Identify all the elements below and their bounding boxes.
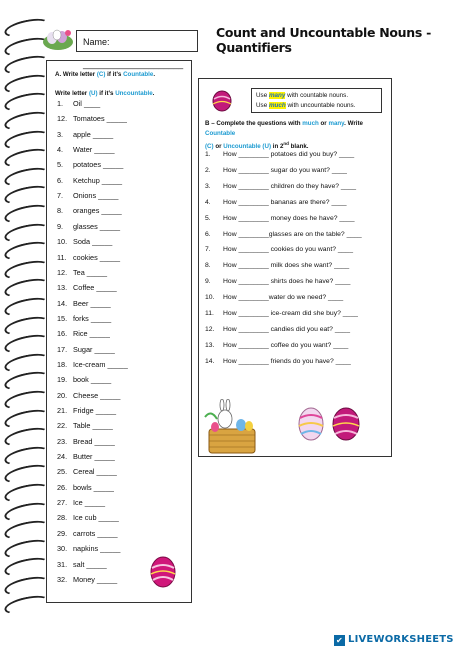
- question-number: 8.: [205, 262, 211, 270]
- question-number: 12.: [205, 325, 215, 333]
- instr-b-end: .: [152, 90, 155, 97]
- item-number: 23.: [57, 436, 68, 446]
- question-item: [205, 183, 356, 190]
- vocab-item: [57, 253, 120, 262]
- item-word-blank[interactable]: bowls _____: [73, 482, 114, 492]
- easter-egg-icon: [330, 404, 362, 444]
- vocab-item: [57, 130, 113, 139]
- item-word-blank[interactable]: Ice-cream _____: [73, 359, 128, 369]
- instr-a-countable: Countable: [123, 71, 154, 78]
- vocab-item: [57, 114, 127, 123]
- instr-b-mid: if it’s: [97, 90, 116, 97]
- question-text-blank[interactable]: How ________glasses are on the table? ____: [223, 230, 362, 238]
- quantifier-exercise-panel: [198, 78, 392, 457]
- vocab-item: [57, 375, 111, 384]
- instr-much: much: [302, 120, 319, 127]
- name-label: Name:: [83, 37, 110, 47]
- question-text-blank[interactable]: How ________ coffee do you want? ____: [223, 341, 349, 349]
- spiral-coil: [3, 555, 51, 580]
- question-text-blank[interactable]: How ________ shirts does he have? ____: [223, 278, 351, 286]
- question-item: [205, 167, 347, 174]
- item-number: 10.: [57, 237, 68, 247]
- item-number: 11.: [57, 252, 67, 262]
- question-number: 13.: [205, 341, 215, 349]
- tip2-much: much: [268, 102, 286, 109]
- vocab-item: [57, 467, 117, 476]
- vocab-item: [57, 513, 119, 522]
- question-item: [205, 215, 355, 222]
- spiral-coil: [3, 183, 51, 208]
- question-text-blank[interactable]: How ________water do we need? ____: [223, 294, 344, 302]
- name-blank: ____________________: [83, 59, 184, 69]
- item-word-blank[interactable]: Coffee _____: [73, 283, 117, 293]
- item-number: 5.: [57, 160, 64, 170]
- spiral-coil: [3, 592, 51, 617]
- easter-egg-icon: [296, 404, 326, 444]
- item-number: 8.: [57, 206, 64, 216]
- item-word-blank[interactable]: Ketchup _____: [73, 175, 123, 185]
- vocab-item: [57, 237, 112, 246]
- question-text-blank[interactable]: How ________ friends do you have? ____: [223, 357, 351, 365]
- tip2-pre: Use: [256, 102, 269, 109]
- item-word-blank[interactable]: Oil ____: [73, 99, 101, 108]
- question-item: [205, 278, 350, 285]
- question-item: [205, 342, 348, 349]
- item-word-blank[interactable]: cookies _____: [73, 252, 121, 262]
- item-word-blank[interactable]: Table _____: [73, 421, 113, 431]
- question-item: [205, 326, 350, 333]
- question-number: 5.: [205, 214, 211, 222]
- instr-a-prefix: A. Write letter: [55, 71, 97, 78]
- item-word-blank[interactable]: Sugar _____: [73, 344, 115, 354]
- item-word-blank[interactable]: Money _____: [73, 574, 118, 584]
- vocab-item: [57, 391, 120, 400]
- item-number: 17.: [57, 344, 68, 354]
- item-number: 22.: [57, 421, 68, 431]
- instr-6: blank.: [288, 143, 309, 151]
- item-number: 32.: [57, 574, 68, 584]
- item-number: 4.: [57, 145, 64, 155]
- instr-a-end: .: [153, 71, 156, 78]
- spiral-coil: [3, 239, 51, 264]
- question-number: 7.: [205, 246, 211, 254]
- item-word-blank[interactable]: carrots _____: [73, 528, 118, 538]
- item-word-blank[interactable]: apple _____: [73, 129, 114, 139]
- vocab-item: [57, 529, 118, 538]
- vocab-item: [57, 283, 117, 292]
- question-item: [205, 262, 349, 269]
- vocab-item: [57, 421, 113, 430]
- vocab-item: [57, 575, 117, 584]
- question-text-blank[interactable]: How ________ sugar do you want? ____: [223, 166, 347, 174]
- item-number: 18.: [57, 359, 68, 369]
- spiral-coil: [3, 480, 51, 505]
- vocab-item: [57, 206, 122, 215]
- instr-a-mid: if it’s: [105, 71, 124, 78]
- item-number: 6.: [57, 175, 64, 185]
- question-item: [205, 294, 343, 301]
- name-field[interactable]: [76, 30, 198, 69]
- instr-b-uncountable: Uncountable: [115, 90, 153, 97]
- item-word-blank[interactable]: Cheese _____: [73, 390, 121, 400]
- item-number: 3.: [57, 129, 64, 139]
- vocab-item: [57, 99, 100, 108]
- spiral-coil: [3, 518, 51, 543]
- item-number: 27.: [57, 498, 68, 508]
- instr-many: many: [328, 120, 345, 127]
- item-word-blank[interactable]: Ice cub _____: [73, 513, 119, 523]
- vocab-item: [57, 452, 115, 461]
- instr-b-prefix: Write letter: [55, 90, 89, 97]
- tip1-post: with countable nouns.: [285, 92, 349, 99]
- vocab-item: [57, 145, 115, 154]
- item-word-blank[interactable]: Butter _____: [73, 452, 115, 462]
- exercise-b-instructions: [205, 119, 391, 152]
- spiral-coil: [3, 201, 51, 226]
- item-number: 7.: [57, 191, 64, 201]
- question-number: 4.: [205, 198, 211, 206]
- spiral-binding: [4, 20, 48, 620]
- tip1-pre: Use: [256, 92, 269, 99]
- question-item: [205, 151, 354, 158]
- question-text-blank[interactable]: How ________ potatoes did you buy? ____: [223, 151, 355, 158]
- easter-egg-icon: [211, 89, 233, 113]
- question-item: [205, 310, 358, 317]
- vocab-item: [57, 329, 110, 338]
- spiral-coil: [3, 332, 51, 357]
- vocab-item: [57, 160, 123, 169]
- item-word-blank[interactable]: Soda _____: [73, 237, 113, 247]
- bunny-basket-icon: [203, 399, 261, 455]
- item-word-blank[interactable]: potatoes _____: [73, 160, 124, 170]
- vocab-item: [57, 483, 114, 492]
- item-word-blank[interactable]: glasses _____: [73, 221, 121, 231]
- vocab-item: [57, 176, 122, 185]
- item-word-blank[interactable]: Cereal _____: [73, 467, 117, 477]
- vocab-item: [57, 544, 120, 553]
- item-word-blank[interactable]: Tomatoes _____: [73, 114, 127, 124]
- brand-footer: [334, 634, 454, 646]
- instr-b-code-u: (U): [88, 90, 98, 97]
- vocab-item: [57, 268, 107, 277]
- item-number: 9.: [57, 221, 64, 231]
- vocab-item: [57, 299, 111, 308]
- question-number: 1.: [205, 151, 211, 158]
- vocab-item: [57, 360, 128, 369]
- question-text-blank[interactable]: How ________ bananas are there? ____: [223, 198, 347, 206]
- instr-5: in 2: [271, 143, 284, 151]
- question-item: [205, 358, 351, 365]
- question-number: 2.: [205, 166, 211, 174]
- tip-box: [251, 88, 382, 113]
- item-word-blank[interactable]: oranges _____: [73, 206, 122, 216]
- item-number: 1.: [57, 99, 64, 108]
- question-number: 6.: [205, 230, 211, 238]
- item-number: 16.: [57, 329, 68, 339]
- item-word-blank[interactable]: Tea _____: [73, 267, 108, 277]
- question-number: 9.: [205, 278, 211, 286]
- item-word-blank[interactable]: forks _____: [73, 313, 112, 323]
- item-number: 26.: [57, 482, 68, 492]
- item-word-blank[interactable]: Beer _____: [73, 298, 111, 308]
- question-number: 10.: [205, 294, 215, 302]
- question-item: [205, 199, 347, 206]
- instr-1: B – Complete the questions with: [205, 120, 303, 127]
- item-word-blank[interactable]: salt _____: [73, 559, 107, 569]
- item-word-blank[interactable]: Onions _____: [73, 191, 119, 201]
- item-word-blank[interactable]: Bread _____: [73, 436, 115, 446]
- spiral-coil: [3, 276, 51, 301]
- item-number: 28.: [57, 513, 68, 523]
- item-word-blank[interactable]: Ice _____: [73, 498, 106, 508]
- item-number: 15.: [57, 313, 68, 323]
- item-number: 13.: [57, 283, 68, 293]
- spiral-coil: [3, 369, 51, 394]
- item-word-blank[interactable]: Fridge _____: [73, 406, 117, 415]
- question-text-blank[interactable]: How ________ cookies do you want? ____: [223, 246, 353, 254]
- item-word-blank[interactable]: book _____: [73, 375, 112, 385]
- question-text-blank[interactable]: How ________ money does he have? ____: [223, 214, 355, 222]
- spiral-coil: [3, 53, 51, 78]
- item-word-blank[interactable]: Rice _____: [73, 329, 110, 339]
- item-number: 25.: [57, 467, 68, 477]
- question-text-blank[interactable]: How ________ ice-cream did she buy? ____: [223, 310, 358, 317]
- easter-egg-icon: [148, 554, 178, 590]
- checkmark-icon: ✔: [334, 635, 345, 646]
- spiral-coil: [3, 425, 51, 450]
- instr-sup: nd: [283, 141, 289, 146]
- instr-2: . Write: [344, 120, 363, 127]
- question-text-blank[interactable]: How ________ candies did you eat? ____: [223, 325, 350, 333]
- instr-countable: Countable: [205, 130, 236, 137]
- exercise-a-instructions: [55, 69, 189, 99]
- instr-c-code: (C): [205, 143, 214, 151]
- vocab-item: [57, 191, 118, 200]
- item-number: 31.: [57, 559, 68, 569]
- item-number: 30.: [57, 544, 68, 554]
- item-number: 19.: [57, 375, 68, 385]
- spiral-coil: [3, 462, 51, 487]
- countable-exercise-panel: [46, 60, 192, 603]
- instr-a-code-c: (C): [96, 71, 106, 78]
- question-number: 3.: [205, 182, 211, 190]
- vocab-item: [57, 345, 115, 354]
- brand-name: LIVEWORKSHEETS: [348, 634, 454, 645]
- item-word-blank[interactable]: Water _____: [73, 145, 115, 155]
- item-number: 12.: [57, 114, 68, 124]
- item-word-blank[interactable]: napkins _____: [73, 544, 121, 554]
- question-item: [205, 246, 353, 253]
- question-item: [205, 231, 362, 238]
- question-number: 14.: [205, 357, 215, 365]
- spiral-coil: [3, 90, 51, 115]
- easter-basket-icon: [40, 24, 76, 52]
- question-number: 11.: [205, 310, 214, 317]
- vocab-item: [57, 437, 115, 446]
- spiral-coil: [3, 146, 51, 171]
- item-number: 21.: [57, 406, 68, 415]
- vocab-item: [57, 560, 107, 569]
- item-number: 14.: [57, 298, 68, 308]
- spiral-coil: [3, 108, 51, 133]
- item-number: 20.: [57, 390, 68, 400]
- instr-or: or: [318, 120, 329, 127]
- instr-uncountable: Uncountable (U): [223, 143, 272, 151]
- vocab-item: [57, 406, 116, 415]
- vocab-item: [57, 314, 111, 323]
- tip2-post: with uncountable nouns.: [285, 102, 356, 109]
- spiral-coil: [3, 294, 51, 319]
- item-number: 24.: [57, 452, 68, 462]
- spiral-coil: [3, 573, 51, 598]
- page-title: Count and Uncountable Nouns - Quantifiers: [216, 25, 431, 55]
- spiral-coil: [3, 387, 51, 412]
- item-number: 12.: [57, 267, 68, 277]
- vocab-item: [57, 222, 120, 231]
- item-number: 29.: [57, 528, 68, 538]
- question-text-blank[interactable]: How ________ milk does she want? ____: [223, 262, 350, 270]
- question-text-blank[interactable]: How ________ children do they have? ____: [223, 182, 357, 190]
- vocab-item: [57, 498, 105, 507]
- tip1-many: many: [268, 92, 286, 99]
- instr-4: or: [213, 143, 224, 151]
